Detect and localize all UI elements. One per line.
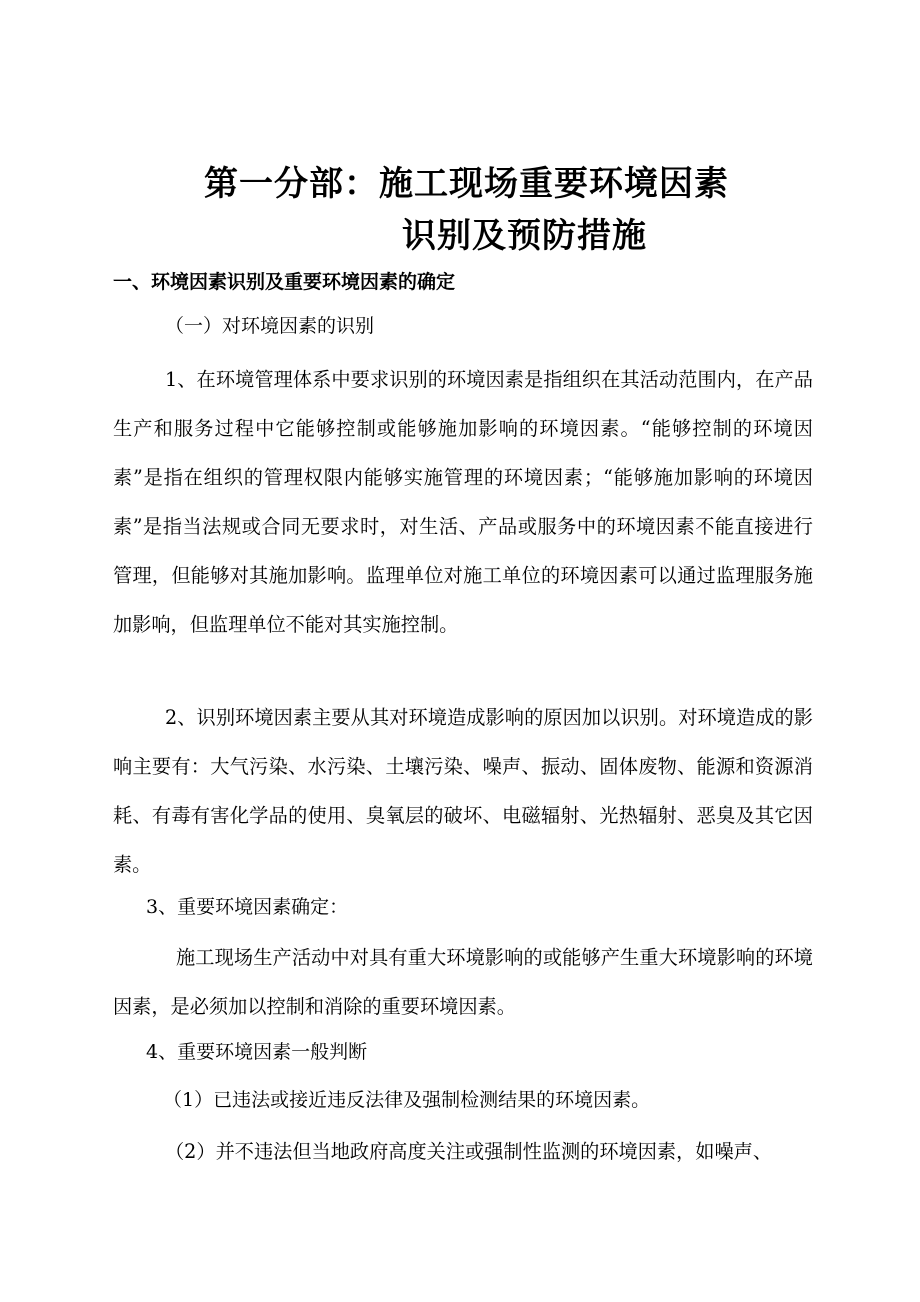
paragraph-2: 2、识别环境因素主要从其对环境造成影响的原因加以识别。对环境造成的影响主要有：大气污染、水污染、土壤污染、噪声、振动、固体废物、能源和资源消耗、有毒有害化学品的使用、臭氧层的破坏、电磁辐射、光热辐射、恶臭及其它因素。 <box>113 706 813 876</box>
item-4-2: （2）并不违法但当地政府高度关注或强制性监测的环境因素，如噪声、 <box>165 1140 773 1163</box>
item-4-1: （1）已违法或接近违反法律及强制检测结果的环境因素。 <box>163 1089 651 1111</box>
paragraph-1: 1、在环境管理体系中要求识别的环境因素是指组织在其活动范围内，在产品生产和服务过程中它能够控制或能够施加影响的环境因素。“能够控制的环境因素”是指在组织的管理权限内能够实施管理的环境因素；“能够施加影响的环境因素”是指当法规或合同无要求时，对生活、产品或服务中的环境因素不能直接进行管理，但能够对其施加影响。监理单位对施工单位的环境因素可以通过监理服务施加影响，但监理单位不能对其实施控制。 <box>113 368 813 636</box>
document-title-line-2: 识别及预防措施 <box>402 216 647 256</box>
item-4-heading: 4、重要环境因素一般判断 <box>146 1041 368 1063</box>
subsection-heading: （一）对环境因素的识别 <box>165 315 375 337</box>
document-title-line-1: 第一分部：施工现场重要环境因素 <box>204 164 729 204</box>
section-heading: 一、环境因素识别及重要环境因素的确定 <box>113 271 456 293</box>
paragraph-3: 施工现场生产活动中对具有重大环境影响的或能够产生重大环境影响的环境因素，是必须加以控制和消除的重要环境因素。 <box>113 946 813 1018</box>
item-3-heading: 3、重要环境因素确定： <box>146 896 349 918</box>
